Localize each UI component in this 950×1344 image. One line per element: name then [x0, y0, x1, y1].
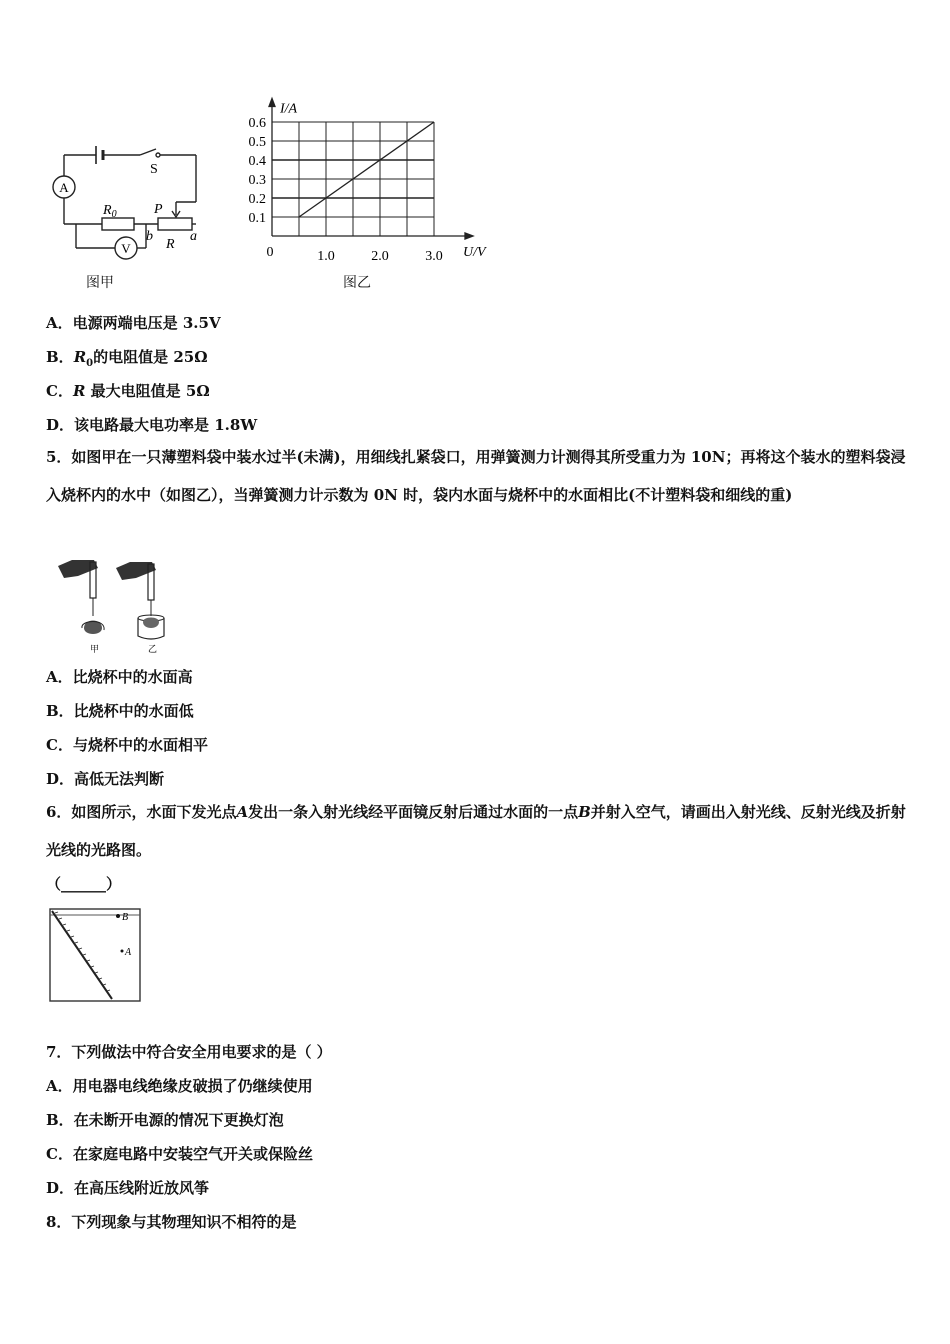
x-tick-label: 2.0 — [371, 249, 389, 264]
voltmeter-label: V — [121, 241, 131, 256]
x-axis-arrow — [465, 233, 473, 239]
fig-yi-label: 乙 — [148, 644, 158, 654]
q7-option-c: C．在家庭电路中安装空气开关或保险丝 — [46, 1145, 313, 1163]
series-line — [299, 122, 434, 217]
fig-jia-label: 甲 — [90, 644, 100, 654]
y-tick-label: 0.1 — [248, 211, 266, 226]
y-axis-arrow — [269, 99, 275, 107]
node-b-label: b — [146, 229, 153, 244]
x-tick-label: 3.0 — [425, 249, 443, 264]
origin-label: 0 — [266, 245, 274, 260]
y-tick-label: 0.5 — [248, 135, 266, 150]
q5-option-b: B．比烧杯中的水面低 — [46, 702, 194, 720]
bag-spring-figure — [54, 556, 184, 656]
q7-option-a: A．用电器电线绝缘皮破损了仍继续使用 — [46, 1077, 313, 1095]
figure-yi-caption: 图乙 — [343, 275, 371, 291]
x-axis-label: U/V — [463, 245, 486, 260]
q5-option-d: D．高低无法判断 — [46, 770, 165, 788]
point-b-dot — [116, 914, 120, 918]
x-tick-label: 1.0 — [317, 249, 335, 264]
point-a-dot — [121, 950, 124, 953]
q7-option-b: B．在未断开电源的情况下更换灯泡 — [46, 1111, 284, 1129]
q5-stem: 5．如图甲在一只薄塑料袋中装水过半(未满)，用细线扎紧袋口，用弹簧测力计测得其所受重力为 10N；再将这个装水的塑料袋浸入烧杯内的水中（如图乙），当弹簧测力计示数为 0N 时，袋内水面与烧杯中的水面相比(不计塑料袋和细线的重) — [46, 448, 906, 504]
q6-answer-blank: （______） — [46, 875, 122, 893]
q4-option-b: B．$R_0$的电阻值是 25Ω — [46, 348, 208, 369]
q5-option-c: C．与烧杯中的水面相平 — [46, 736, 208, 754]
point-a-label: A — [125, 947, 132, 958]
r0-label: $R_0$ — [103, 203, 117, 220]
y-axis-label: I/A — [280, 101, 298, 117]
ammeter-label: A — [59, 180, 69, 195]
q4-option-a: A．电源两端电压是 3.5V — [46, 314, 221, 332]
point-b-label: B — [122, 912, 129, 923]
figure-jia-caption: 图甲 — [86, 275, 114, 291]
q5-option-a: A．比烧杯中的水面高 — [46, 668, 193, 686]
q4-option-c: C．R 最大电阻值是 5Ω — [46, 382, 210, 400]
y-tick-label: 0.4 — [248, 154, 266, 169]
water-mirror-figure — [46, 905, 146, 1005]
y-tick-label: 0.2 — [248, 192, 266, 207]
q8-stem: 8．下列现象与其物理知识不相符的是 — [46, 1213, 297, 1231]
q7-stem: 7．下列做法中符合安全用电要求的是（ ） — [46, 1043, 332, 1061]
circuit-diagram — [48, 140, 218, 295]
y-tick-label: 0.6 — [248, 116, 266, 131]
q6-stem: 6．如图所示，水面下发光点A发出一条入射光线经平面镜反射后通过水面的一点B并射入空气，请画出入射光线、反射光线及折射光线的光路图。 — [46, 803, 906, 859]
slider-p-label: P — [154, 202, 163, 217]
rheostat-label: R — [166, 237, 175, 252]
node-a-label: a — [190, 229, 197, 244]
switch-label: S — [150, 162, 158, 177]
q4-option-d: D．该电路最大电功率是 1.8W — [46, 416, 258, 434]
iu-chart — [238, 96, 508, 271]
q7-option-d: D．在高压线附近放风筝 — [46, 1179, 210, 1197]
y-tick-label: 0.3 — [248, 173, 266, 188]
